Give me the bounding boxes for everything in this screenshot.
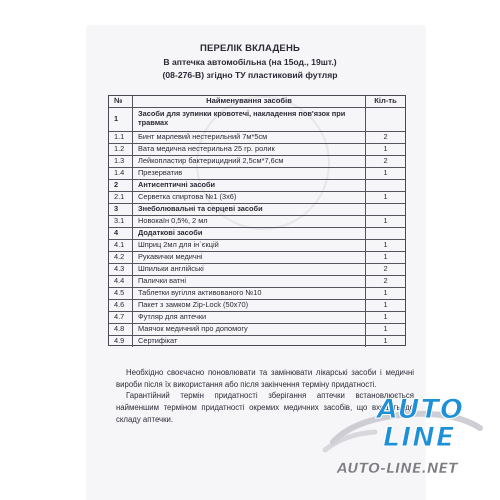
row-item-name: Сертифікат [133, 335, 366, 347]
row-number: 4.7 [109, 311, 133, 323]
watermark-word-auto: AUTO [377, 394, 464, 425]
table-row [109, 335, 405, 347]
document-subtitle-2: (08-276-В) згідно ТУ пластиковий футляр [162, 70, 338, 80]
row-item-name: Таблетки вугілля активованого №10 [133, 287, 366, 299]
row-number: 4.4 [109, 275, 133, 287]
row-quantity: 1 [383, 323, 388, 333]
row-item-name: Рукавички медичні [133, 251, 366, 263]
row-number: 1.3 [109, 155, 133, 167]
row-number: 4.2 [109, 251, 133, 263]
document-subtitle: В аптечка автомобільна (на 15од., 19шт.) [163, 57, 337, 67]
row-quantity: 1 [383, 167, 388, 177]
row-number: 4.8 [109, 323, 133, 335]
row-quantity: 2 [383, 155, 388, 165]
row-item-name: Антисептичні засоби [133, 179, 366, 191]
row-item-name: Футляр для аптечки [133, 311, 366, 323]
row-quantity [366, 227, 405, 239]
auto-line-watermark [315, 388, 490, 498]
row-number: 1.4 [109, 167, 133, 179]
row-number: 4.9 [109, 335, 133, 347]
row-quantity: 2 [383, 275, 388, 285]
row-quantity: 1 [383, 287, 388, 297]
row-item-name: Пакет з замком Zip-Lock (50х70) [133, 299, 366, 311]
row-quantity [366, 203, 405, 215]
row-quantity: 1 [383, 191, 388, 201]
row-quantity: 1 [383, 239, 388, 249]
row-quantity: 1 [383, 251, 388, 261]
row-item-name: Палички ватні [133, 275, 366, 287]
row-item-name: Лейкопластир бактерицидний 2,5см*7,6см [133, 155, 366, 167]
row-quantity: 1 [383, 143, 388, 153]
row-quantity: 2 [383, 263, 388, 273]
row-item-name: Знеболювальні та серцеві засоби [133, 203, 366, 215]
watermark-word-line: LINE [383, 422, 456, 453]
contents-table [108, 95, 406, 346]
header-num: № [109, 96, 133, 107]
row-number: 1.2 [109, 143, 133, 155]
row-number: 2 [109, 179, 133, 191]
row-item-name: Шприц 2мл для ін`єкцій [133, 239, 366, 251]
row-quantity: 1 [383, 299, 388, 309]
row-number: 1 [109, 107, 133, 131]
row-item-name: Вата медична нестерильна 25 гр. ролик [133, 143, 366, 155]
row-number: 4 [109, 227, 133, 239]
row-number: 2.1 [109, 191, 133, 203]
row-quantity: 1 [383, 335, 388, 345]
row-quantity: 1 [383, 311, 388, 321]
row-item-name: Серветка спиртова №1 (3х6) [133, 191, 366, 203]
row-quantity: 1 [383, 215, 388, 225]
row-number: 4.1 [109, 239, 133, 251]
header-name: Найменування засобів [133, 96, 366, 107]
watermark-url: AUTO-LINE.NET [337, 461, 458, 477]
row-quantity: 2 [383, 131, 388, 141]
header-qty: Кіл-ть [374, 96, 397, 106]
row-item-name: Бинт марлевий нестерильний 7м*5см [133, 131, 366, 143]
row-number: 4.5 [109, 287, 133, 299]
row-item-name: Засоби для зупинки кровотечі, накладення пов'язок при травмах [133, 107, 366, 131]
row-item-name: Новокаїн 0,5%, 2 мл [133, 215, 366, 227]
row-quantity [366, 107, 405, 131]
row-number: 4.6 [109, 299, 133, 311]
row-quantity [366, 179, 405, 191]
row-number: 3 [109, 203, 133, 215]
footer-paragraph-2: Гарантійний термін придатності зберігання аптечки встановлюється найменшим терміном придатності окремих медичних засобів, що входять до складу аптечки. [116, 391, 414, 424]
document-title: ПЕРЕЛІК ВКЛАДЕНЬ [199, 43, 301, 54]
row-number: 4.3 [109, 263, 133, 275]
table-row [109, 107, 405, 132]
row-number: 3.1 [109, 215, 133, 227]
row-item-name: Шпильки англійські [133, 263, 366, 275]
row-item-name: Додаткові засоби [133, 227, 366, 239]
footer-paragraph-1: Необхідно своєчасно поновлювати та замінювати лікарські засоби і медичні вироби після їх використання або після закінчення терміну придатності. [116, 368, 414, 389]
row-number: 1.1 [109, 131, 133, 143]
row-item-name: Презерватив [133, 167, 366, 179]
row-item-name: Маячок медичний про допомогу [133, 323, 366, 335]
